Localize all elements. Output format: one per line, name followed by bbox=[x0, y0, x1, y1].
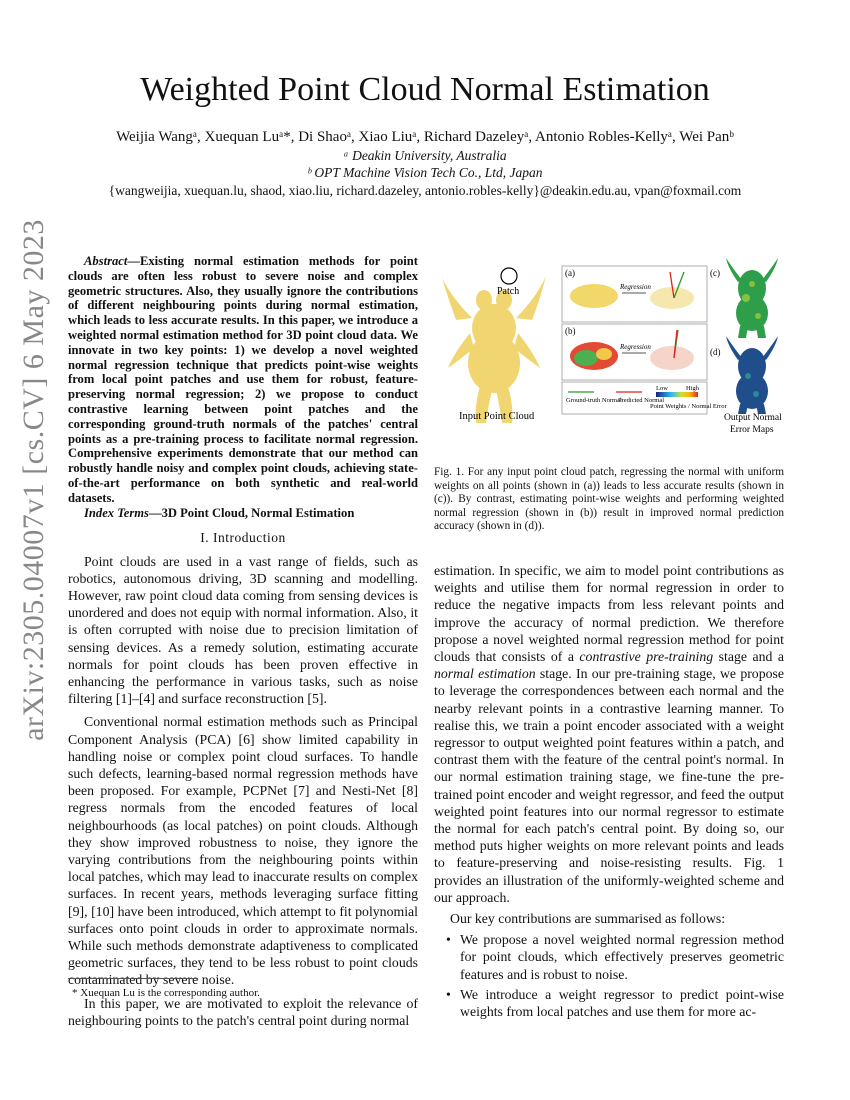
abstract: Abstract—Existing normal estimation methods for point clouds are often less robust to severe noise and complex geometric structures. Also, they usually ignore the contributions of different neighbouring points during normal estimation, which leads to less accurate results. In this paper, we introduce a weighted normal estimation method for 3D point cloud data. We innovate in two key points: 1) we develop a novel weighted normal regression technique that predicts point-wise weights from local point patches and use them for robust, feature-preserving normal regression; 2) we propose to conduct contrastive learning between point patches and the corresponding ground-truth normals of the patches' central points as a pre-training process to facilitate normal regression. Comprehensive experiments demonstrate that our method can robustly handle noisy and complex point clouds, achieving state-of-the-art performance on both synthetic and real-world datasets. bbox=[68, 254, 418, 505]
list-item: • We propose a novel weighted normal regression method for point clouds, which effectively preserves geometric features and is robust to noise. bbox=[460, 931, 784, 983]
panel-a-regression-label: Regression bbox=[620, 283, 651, 291]
affiliation-a: ᵃ Deakin University, Australia bbox=[343, 148, 507, 163]
legend-ground-truth: Ground-truth Normal bbox=[566, 397, 622, 404]
legend-low: Low bbox=[656, 385, 668, 392]
author-list: Weijia Wangᵃ, Xuequan Luᵃ*, Di Shaoᵃ, Xiao Liuᵃ, Richard Dazeleyᵃ, Antonio Robles-Kellyᵃ, Wei Panᵇ bbox=[116, 129, 734, 145]
contribution-list bbox=[434, 931, 784, 1020]
figure-caption: Fig. 1. For any input point cloud patch, regressing the normal with uniform weights on all points (shown in (a)) leads to less accurate results (shown in (c)). By contrast, estimating point-wise weights and performing weighted normal regression (shown in (b)) result in improved normal prediction accuracy (shown in (d)). bbox=[434, 466, 784, 533]
output-map-c bbox=[726, 258, 778, 338]
legend-weights: Point Weights / Normal Error bbox=[650, 403, 727, 410]
right-paragraph-2: Our key contributions are summarised as follows: bbox=[450, 911, 726, 927]
affiliation-b: ᵇ OPT Machine Vision Tech Co., Ltd, Japan bbox=[307, 165, 543, 180]
panel-d-label: (d) bbox=[710, 347, 721, 357]
input-label: Input Point Cloud bbox=[459, 411, 535, 422]
intro-paragraph-2: Conventional normal estimation methods such as Principal Component Analysis (PCA) [6] show limited capability in handling noise or complex point cloud surfaces. To handle such defects, learning-based normal regression methods have been proposed. For example, PCPNet [7] and Nesti-Net [8] regress normals from the encoded features of local neighbourhoods (as local patches) on point clouds. Although they show improved robustness to noise, they ignore the varying contributions from the neighbouring points within local patches, which may lead to inaccurate results on complex surfaces. In recent years, methods leveraging surface fitting [9], [10] have been introduced, which attempt to fit polynomial surfaces onto point clouds in order to approximate normals. While such methods demonstrate adaptiveness to complicated geometric surfaces, they tend to be less robust to point clouds contaminated by severe noise. bbox=[68, 714, 418, 988]
arxiv-watermark: arXiv:2305.04007v1 [cs.CV] 6 May 2023 bbox=[17, 219, 50, 741]
panel-a-label: (a) bbox=[565, 268, 575, 278]
panel-c-label: (c) bbox=[710, 268, 720, 278]
legend-high: High bbox=[686, 385, 699, 392]
index-terms: Index Terms—3D Point Cloud, Normal Estimation bbox=[84, 505, 355, 520]
output-label-1: Output Normal bbox=[724, 413, 782, 423]
input-point-cloud-image bbox=[442, 276, 546, 423]
intro-paragraph-3: In this paper, we are motivated to exploit the relevance of neighbouring points to the patch's central point during normal bbox=[68, 995, 418, 1028]
panel-b-regression-label: Regression bbox=[620, 343, 651, 351]
patch-marker bbox=[501, 268, 517, 284]
right-paragraph-1: estimation. In specific, we aim to model point contributions as weights and utilise them for normal regression in order to reduce the negative impacts from less relevant points and improve the accuracy of normal prediction. We therefore propose a novel weighted normal regression method for point clouds that consists of a contrastive pre-training stage and a normal estimation stage. In our pre-training stage, we propose to leverage the correspondences between each normal and the nearby relevant points in a contrastive learning manner. To realise this, we train a point encoder associated with a weight regressor to output weighted point features within a patch, and contrast them with the feature of the central point's normal. In our normal estimation training stage, we fine-tune the pre-trained point encoder and weight regressor, and feed the output weighted point features into our normal regressor to estimate the normal for each patch's central point. By doing so, our method puts higher weights on more relevant points and leads to feature-preserving and noise-resisting results. Fig. 1 provides an illustration of the uniformly-weighted scheme and our approach. bbox=[434, 563, 784, 905]
panel-b-result bbox=[650, 346, 694, 370]
footnote: * Xuequan Lu is the corresponding author. bbox=[72, 987, 260, 999]
left-column bbox=[68, 254, 418, 1029]
panel-b-label: (b) bbox=[565, 326, 576, 336]
legend-predicted: Predicted Normal bbox=[618, 397, 665, 404]
section-heading: I. Introduction bbox=[200, 530, 286, 546]
legend-colorbar bbox=[656, 392, 698, 397]
list-item: • We introduce a weight regressor to predict point-wise weights from local patches and use them for more ac- bbox=[460, 986, 784, 1020]
output-map-d bbox=[726, 336, 778, 414]
output-label-2: Error Maps bbox=[730, 425, 774, 435]
panel-a-patch bbox=[570, 284, 618, 308]
intro-paragraph-1: Point clouds are used in a vast range of fields, such as robotics, autonomous driving, 3D scanning and modelling. However, raw point cloud data coming from sensing devices is unordered and does not equip with normal information. Also, it is often corrupted with noise due to precision limitation of sensing devices. As a remedy solution, estimating accurate normals for point clouds has been proven effective in enhancing the performance in various tasks, such as noise filtering [1]–[4] and surface reconstruction [5]. bbox=[68, 553, 418, 707]
patch-label: Patch bbox=[497, 286, 520, 297]
figure-1 bbox=[434, 258, 784, 458]
panel-a-result bbox=[650, 287, 694, 309]
author-emails: {wangweijia, xuequan.lu, shaod, xiao.liu, richard.dazeley, antonio.robles-kelly}@deakin.edu.au, vpan@foxmail.com bbox=[108, 183, 742, 198]
right-column bbox=[434, 562, 784, 1023]
footnote-rule bbox=[68, 978, 198, 979]
paper-title: Weighted Point Cloud Normal Estimation bbox=[140, 71, 710, 108]
